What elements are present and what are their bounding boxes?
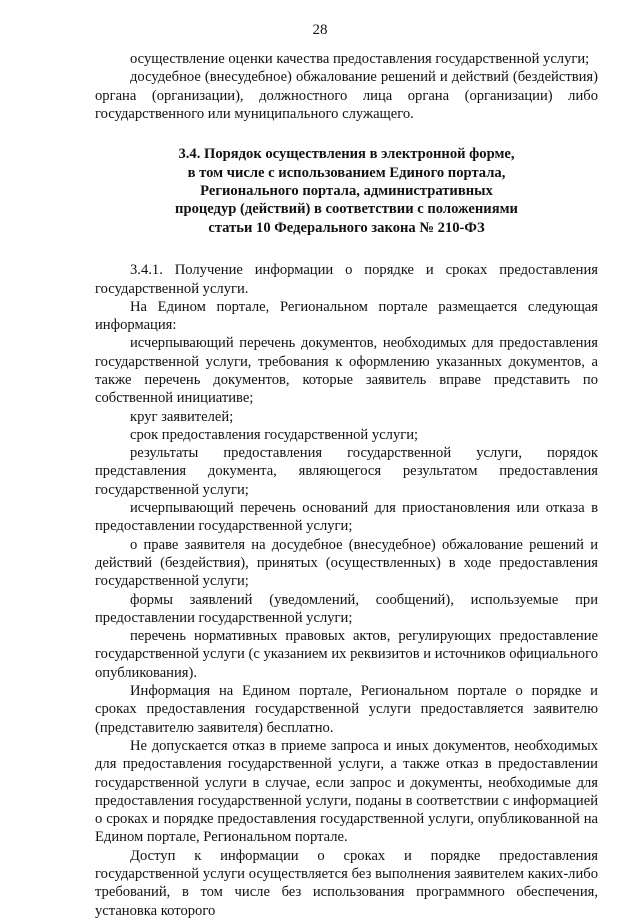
section-heading-line: 3.4. Порядок осуществления в электронной форме, [178,146,515,163]
document-body [95,50,598,920]
paragraph-3-4-1: 3.4.1. Получение информации о порядке и сроках предоставления государственной услуги. [95,262,598,297]
list-item-term: срок предоставления государственной услуги; [130,426,419,443]
list-item-results: результаты предоставления государственной услуги, порядок представления документа, являющегося результатом предоставления государственной услуги; [95,445,598,498]
list-item-applicants: круг заявителей; [130,408,234,425]
paragraph-access: Доступ к информации о сроках и порядке предоставления государственной услуги осуществляется без выполнения заявителем каких-либо требований, в том числе без использования программного обеспечения, установка которого [95,847,598,919]
list-item-refusal-grounds: исчерпывающий перечень оснований для приостановления или отказа в предоставлении государственной услуги; [95,500,598,535]
list-item-forms: формы заявлений (уведомлений, сообщений), используемые при предоставлении государственной услуги; [95,591,598,626]
section-heading-line: процедур (действий) в соответствии с положениями [175,201,518,218]
list-item-documents: исчерпывающий перечень документов, необходимых для предоставления государственной услуги, требования к оформлению указанных документов, а также перечень документов, которые заявитель вправе представить по собственной инициативе; [95,335,598,407]
paragraph-free-info: Информация на Едином портале, Региональном портале о порядке и сроках предоставления государственной услуги предоставляется заявителю (представителю заявителя) бесплатно. [95,683,598,736]
intro-paragraph-1: осуществление оценки качества предоставления государственной услуги; [130,51,590,67]
section-heading [95,145,598,237]
section-heading-line: статьи 10 Федерального закона № 210-ФЗ [208,219,485,236]
intro-paragraph-2: досудебное (внесудебное) обжалование решений и действий (бездействия) органа (организации), должностного лица органа (организации) либо государственного или муниципального служащего. [95,69,598,122]
list-item-legal-acts: перечень нормативных правовых актов, регулирующих предоставление государственной услуги (с указанием их реквизитов и источников официального опубликования). [95,628,598,681]
list-item-appeal-right: о праве заявителя на досудебное (внесудебное) обжалование решений и действий (бездействия), принятых (осуществленных) в ходе предоставления государственной услуги; [95,536,598,590]
page-number: 28 [312,22,328,38]
section-heading-line: Регионального портала, административных [200,183,493,199]
paragraph-no-refusal: Не допускается отказ в приеме запроса и иных документов, необходимых для предоставления государственной услуги, а также отказ в предоставлении государственной услуги в случае, если запрос и документы, необходимые для предоставления государственной услуги, поданы в соответствии с информацией о сроках и порядке предоставления государственной услуги, опубликованной на Едином портале, Региональном портале. [95,737,598,846]
paragraph-portal-info: На Едином портале, Региональном портале размещается следующая информация: [95,298,598,334]
section-heading-line: в том числе с использованием Единого портала, [187,164,506,181]
